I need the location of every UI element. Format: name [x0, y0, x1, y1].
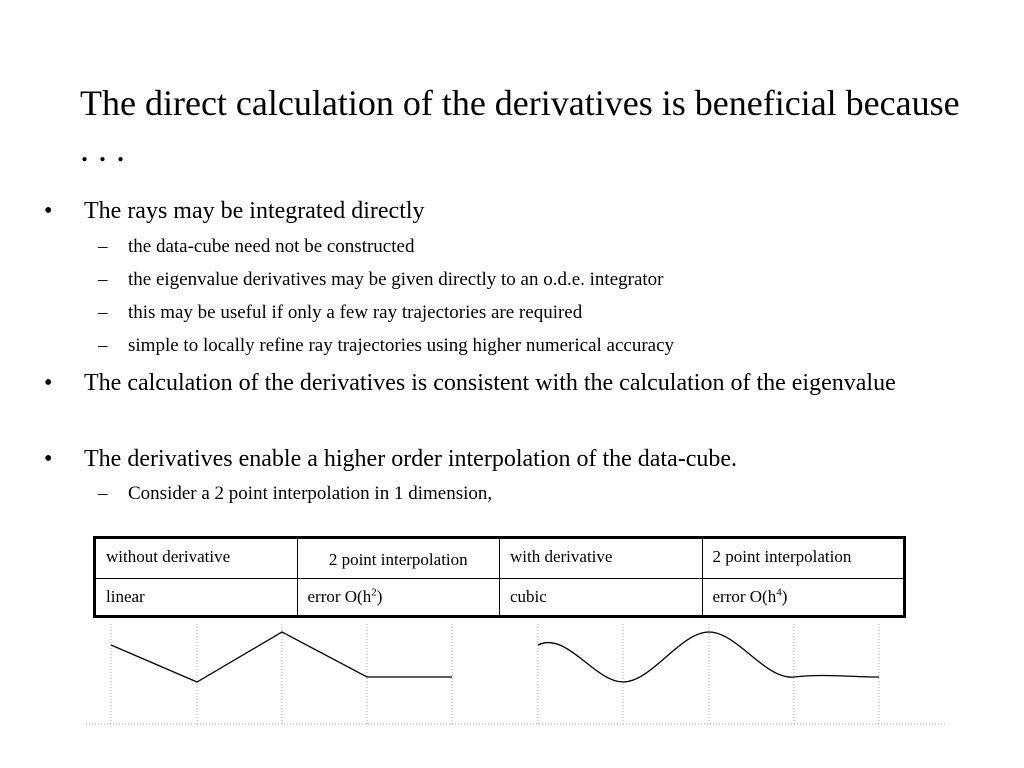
sub-bullet-text: simple to locally refine ray trajectories using higher numerical accuracy [128, 335, 675, 356]
bullet-dot: • [44, 370, 53, 396]
sub-bullet-text: the eigenvalue derivatives may be given directly to an o.d.e. integrator [128, 269, 664, 290]
bullet-text: The rays may be integrated directly [84, 198, 425, 224]
bullet-dot: • [44, 446, 53, 472]
figure-gridlines [86, 624, 945, 724]
error-suffix: ) [781, 587, 788, 606]
comparison-table [93, 536, 906, 618]
sub-bullet-item [98, 301, 928, 325]
sub-bullet-dash: – [98, 236, 108, 257]
sub-bullet-text: this may be useful if only a few ray trajectories are required [128, 302, 583, 323]
error-prefix: error O(h [712, 587, 777, 606]
error-exponent: 4 [776, 586, 782, 599]
table-cell: without derivative [95, 538, 298, 579]
bullet-item [44, 367, 944, 400]
sub-bullet-item [98, 235, 928, 259]
error-exponent: 2 [371, 586, 377, 599]
sub-bullet-dash: – [98, 335, 108, 356]
error-suffix: ) [376, 587, 383, 606]
bullet-item [44, 443, 944, 476]
bullet-dot: • [44, 198, 53, 224]
bullet-text: The derivatives enable a higher order interpolation of the data-cube. [84, 446, 738, 472]
sub-bullet-dash: – [98, 269, 108, 290]
table-cell: with derivative [500, 538, 703, 579]
error-prefix: error O(h [307, 587, 372, 606]
table-cell [702, 579, 905, 617]
table-cell: linear [95, 579, 298, 617]
table-cell [297, 579, 500, 617]
sub-bullet-item [98, 268, 928, 292]
table-cell: cubic [500, 579, 703, 617]
slide-title: The direct calculation of the derivatives is beneficial because . . . [80, 83, 960, 169]
interpolation-figure [0, 620, 1024, 730]
sub-bullet-text: the data-cube need not be constructed [128, 236, 415, 257]
bullet-text: The calculation of the derivatives is consistent with the calculation of the eigenvalue [84, 370, 896, 396]
sub-bullet-item [98, 334, 928, 358]
sub-bullet-item [98, 482, 928, 506]
table-cell: 2 point interpolation [297, 538, 500, 579]
sub-bullet-dash: – [98, 483, 108, 504]
bullet-item [44, 195, 944, 228]
table-row [95, 538, 905, 579]
sub-bullet-dash: – [98, 302, 108, 323]
sub-bullet-text: Consider a 2 point interpolation in 1 dimension, [128, 483, 493, 504]
table-row [95, 579, 905, 617]
table-cell: 2 point interpolation [702, 538, 905, 579]
